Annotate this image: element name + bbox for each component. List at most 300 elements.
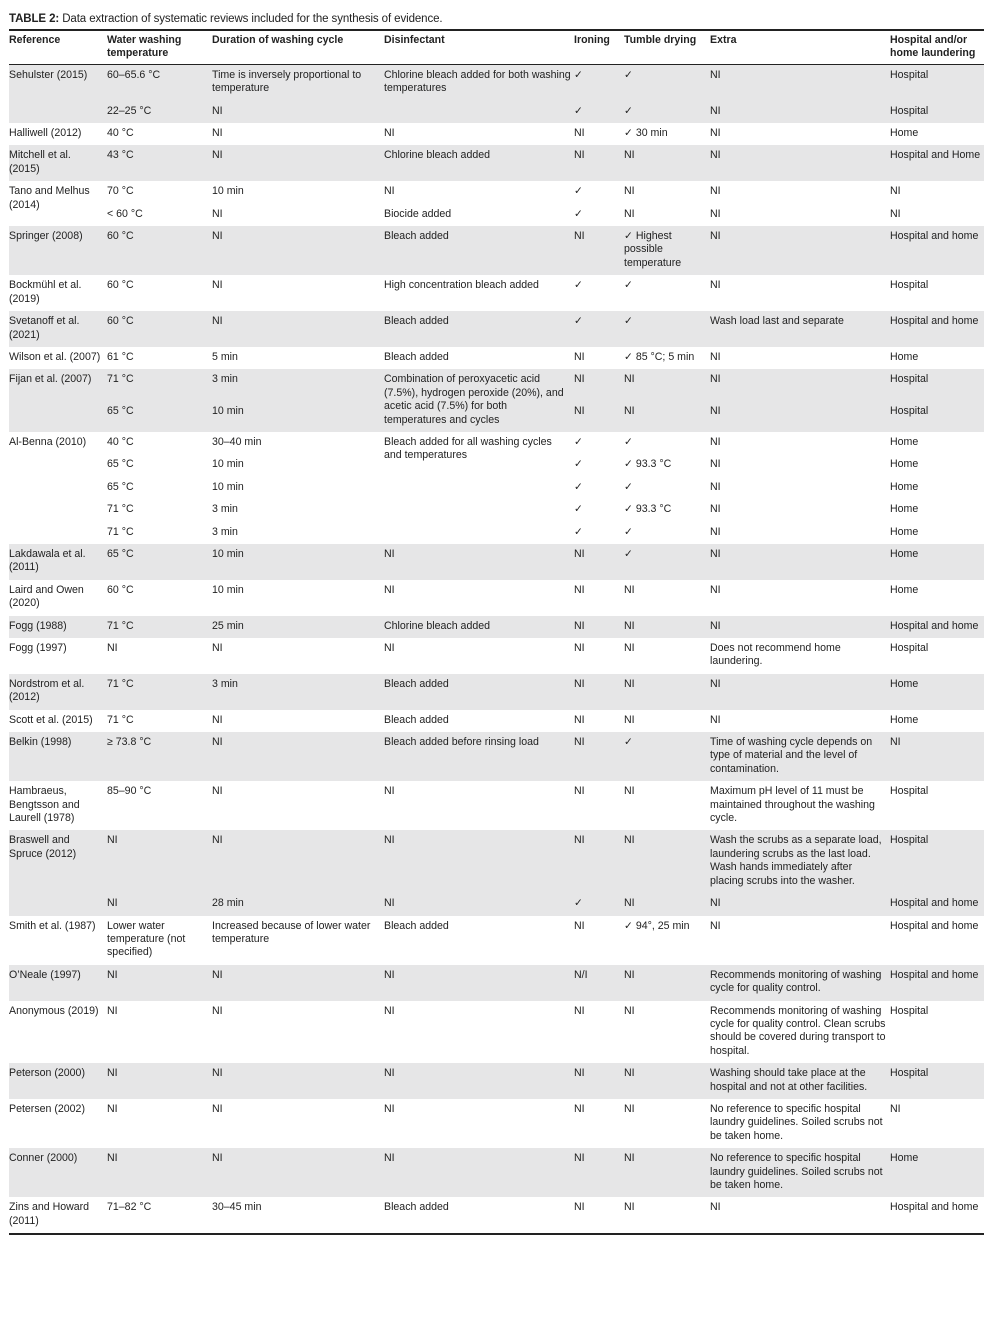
cell-reference: Laird and Owen (2020) xyxy=(9,583,84,610)
table-row xyxy=(9,893,984,915)
cell-reference: Peterson (2000) xyxy=(9,1063,107,1099)
header-disinfectant: Disinfectant xyxy=(384,30,574,64)
cell-extra: No reference to specific hospital laundry guidelines. Soiled scrubs not be taken home. xyxy=(710,1102,883,1142)
cell-water-temperature: NI xyxy=(107,1102,118,1115)
cell-extra: No reference to specific hospital laundry guidelines. Soiled scrubs not be taken home. xyxy=(710,1148,890,1197)
cell-extra: Washing should take place at the hospital and not at other facilities. xyxy=(710,1063,890,1099)
cell-duration: 28 min xyxy=(212,893,384,915)
cell-duration: 10 min xyxy=(212,544,384,580)
cell-ironing: ✓ xyxy=(574,64,624,100)
cell-disinfectant: Chlorine bleach added for both washing temperatures xyxy=(384,64,574,100)
cell-duration: 10 min xyxy=(212,185,244,198)
header-water-temperature: Water washing temperature xyxy=(107,30,212,64)
cell-disinfectant: NI xyxy=(384,583,395,596)
cell-disinfectant: NI xyxy=(384,830,574,893)
table-row xyxy=(9,781,984,830)
cell-ironing: N/I xyxy=(574,965,624,1001)
cell-water-temperature: 61 °C xyxy=(107,350,134,363)
cell-water-temperature: NI xyxy=(107,642,118,654)
cell-duration: NI xyxy=(212,830,384,893)
cell-reference: Scott et al. (2015) xyxy=(9,713,93,726)
cell-duration: Increased because of lower water temperature xyxy=(212,919,371,945)
cell-extra: NI xyxy=(710,713,721,726)
cell-disinfectant: Bleach added before rinsing load xyxy=(384,732,574,781)
cell-laundering-location: NI xyxy=(890,1102,901,1115)
cell-duration: NI xyxy=(212,1004,223,1017)
cell-disinfectant: NI xyxy=(384,1063,574,1099)
cell-reference: Petersen (2002) xyxy=(9,1102,85,1115)
cell-water-temperature: 22–25 °C xyxy=(107,101,212,123)
cell-ironing: NI xyxy=(574,401,624,432)
cell-ironing: NI xyxy=(574,1102,585,1115)
cell-tumble-drying: ✓ xyxy=(624,480,633,493)
caption-label: TABLE 2: xyxy=(9,13,60,25)
cell-water-temperature: 71 °C xyxy=(107,674,212,710)
cell-ironing: NI xyxy=(574,674,624,710)
header-duration: Duration of washing cycle xyxy=(212,30,384,64)
cell-ironing: ✓ xyxy=(574,893,624,915)
cell-extra: NI xyxy=(710,207,721,220)
cell-duration: NI xyxy=(212,965,384,1001)
cell-tumble-drying: NI xyxy=(624,713,635,726)
cell-water-temperature: 65 °C xyxy=(107,544,212,580)
cell-extra: Time of washing cycle depends on type of material and the level of contamination. xyxy=(710,732,890,781)
cell-laundering-location: Hospital xyxy=(890,642,929,654)
cell-reference: Lakdawala et al. (2011) xyxy=(9,544,107,580)
table-row xyxy=(9,1099,984,1148)
cell-reference: Hambraeus, Bengtsson and Laurell (1978) xyxy=(9,785,80,825)
cell-laundering-location: Home xyxy=(890,1148,984,1197)
cell-laundering-location: Hospital and home xyxy=(890,965,984,1001)
cell-laundering-location: Hospital xyxy=(890,279,929,292)
table-row xyxy=(9,145,984,181)
cell-duration: NI xyxy=(212,1063,384,1099)
cell-duration: 10 min xyxy=(212,583,244,596)
cell-water-temperature: 43 °C xyxy=(107,145,212,181)
cell-ironing: ✓ xyxy=(574,525,583,538)
cell-ironing: NI xyxy=(574,642,585,654)
caption-text: Data extraction of systematic reviews included for the synthesis of evidence. xyxy=(59,13,443,25)
cell-extra: NI xyxy=(710,127,721,140)
table-row xyxy=(9,1197,984,1234)
cell-extra: NI xyxy=(710,1201,721,1214)
cell-laundering-location: Hospital and home xyxy=(890,893,984,915)
table-row xyxy=(9,638,984,674)
cell-extra: NI xyxy=(710,480,721,493)
cell-reference: Tano and Melhus (2014) xyxy=(9,185,90,211)
cell-disinfectant: NI xyxy=(384,965,574,1001)
cell-disinfectant: Chlorine bleach added xyxy=(384,616,574,638)
cell-water-temperature: NI xyxy=(107,1063,212,1099)
cell-ironing: ✓ xyxy=(574,101,624,123)
header-laundering-location: Hospital and/or home laundering xyxy=(890,30,984,64)
cell-laundering-location: Home xyxy=(890,350,919,363)
cell-water-temperature: 70 °C xyxy=(107,185,134,198)
cell-tumble-drying: ✓ 93.3 °C xyxy=(624,458,672,471)
cell-disinfectant: Biocide added xyxy=(384,207,452,220)
cell-tumble-drying: ✓ Highest possible temperature xyxy=(624,226,710,275)
cell-water-temperature: 71 °C xyxy=(107,369,212,400)
cell-water-temperature: NI xyxy=(107,965,212,1001)
cell-tumble-drying: NI xyxy=(624,1102,635,1115)
cell-extra: NI xyxy=(710,525,721,538)
cell-extra: NI xyxy=(710,226,890,275)
cell-disinfectant: NI xyxy=(384,785,395,798)
cell-disinfectant: Chlorine bleach added xyxy=(384,145,574,181)
cell-laundering-location: Home xyxy=(890,544,984,580)
cell-tumble-drying: ✓ xyxy=(624,311,710,347)
cell-duration: NI xyxy=(212,145,384,181)
table-row xyxy=(9,544,984,580)
cell-tumble-drying: ✓ 85 °C; 5 min xyxy=(624,350,695,363)
table-row xyxy=(9,64,984,100)
table-row xyxy=(9,181,984,203)
header-reference: Reference xyxy=(9,30,107,64)
cell-reference: Wilson et al. (2007) xyxy=(9,350,101,363)
cell-disinfectant: Bleach added xyxy=(384,311,574,347)
cell-laundering-location: Hospital and home xyxy=(890,1201,979,1214)
table-row xyxy=(9,674,984,710)
table-container xyxy=(9,13,984,1235)
cell-laundering-location: Hospital and home xyxy=(890,919,979,932)
cell-duration: NI xyxy=(212,1102,223,1115)
table-row xyxy=(9,204,984,226)
cell-reference: Conner (2000) xyxy=(9,1148,107,1197)
cell-tumble-drying: ✓ xyxy=(624,64,710,100)
cell-water-temperature: < 60 °C xyxy=(107,207,143,220)
cell-extra: NI xyxy=(710,145,890,181)
cell-ironing: NI xyxy=(574,226,624,275)
header-tumble-drying: Tumble drying xyxy=(624,30,710,64)
table-row xyxy=(9,710,984,732)
cell-laundering-location: Hospital and home xyxy=(890,616,984,638)
cell-tumble-drying: NI xyxy=(624,401,710,432)
cell-tumble-drying: NI xyxy=(624,965,710,1001)
cell-laundering-location: NI xyxy=(890,185,901,198)
cell-tumble-drying: NI xyxy=(624,674,710,710)
cell-extra: NI xyxy=(710,616,890,638)
cell-tumble-drying: ✓ xyxy=(624,279,633,292)
cell-laundering-location: Home xyxy=(890,127,919,140)
cell-tumble-drying: ✓ xyxy=(624,525,633,538)
cell-laundering-location: Hospital and home xyxy=(890,226,984,275)
cell-laundering-location: NI xyxy=(890,732,984,781)
cell-reference: Al-Benna (2010) xyxy=(9,435,87,448)
cell-reference: Fogg (1988) xyxy=(9,616,107,638)
cell-ironing: NI xyxy=(574,1004,585,1017)
table-body xyxy=(9,64,984,1234)
cell-ironing: NI xyxy=(574,785,585,798)
cell-tumble-drying: ✓ xyxy=(624,435,633,448)
table-row xyxy=(9,432,984,454)
cell-laundering-location: Hospital and Home xyxy=(890,145,984,181)
table-row xyxy=(9,1148,984,1197)
cell-reference: Nordstrom et al. (2012) xyxy=(9,674,107,710)
cell-water-temperature: 40 °C xyxy=(107,127,134,140)
cell-disinfectant: NI xyxy=(384,642,395,654)
cell-ironing: NI xyxy=(574,732,624,781)
cell-disinfectant xyxy=(384,101,574,123)
cell-duration: NI xyxy=(212,311,384,347)
cell-extra: Maximum pH level of 11 must be maintained throughout the washing cycle. xyxy=(710,785,875,825)
header-extra: Extra xyxy=(710,30,890,64)
cell-laundering-location: Hospital xyxy=(890,1004,929,1017)
cell-tumble-drying: NI xyxy=(624,893,710,915)
cell-laundering-location: Hospital xyxy=(890,101,984,123)
cell-disinfectant: Bleach added xyxy=(384,674,574,710)
cell-disinfectant: Bleach added xyxy=(384,1201,449,1214)
cell-tumble-drying: NI xyxy=(624,369,710,400)
cell-duration: NI xyxy=(212,279,223,292)
cell-reference: Smith et al. (1987) xyxy=(9,919,96,932)
cell-water-temperature: 85–90 °C xyxy=(107,785,152,798)
cell-duration: NI xyxy=(212,785,223,798)
cell-reference: Halliwell (2012) xyxy=(9,127,82,140)
header-row xyxy=(9,30,984,64)
cell-water-temperature: 71–82 °C xyxy=(107,1201,152,1214)
cell-extra: NI xyxy=(710,369,890,400)
cell-duration: NI xyxy=(212,127,223,140)
cell-disinfectant: Bleach added xyxy=(384,919,449,932)
cell-water-temperature: NI xyxy=(107,1004,118,1017)
table-caption xyxy=(9,13,984,25)
cell-tumble-drying: NI xyxy=(624,642,635,654)
cell-tumble-drying: NI xyxy=(624,1004,635,1017)
cell-ironing: NI xyxy=(574,583,585,596)
cell-duration: 3 min xyxy=(212,674,384,710)
cell-water-temperature: 71 °C xyxy=(107,713,134,726)
cell-ironing: ✓ xyxy=(574,480,583,493)
cell-extra: NI xyxy=(710,101,890,123)
cell-disinfectant: NI xyxy=(384,893,574,915)
cell-extra: NI xyxy=(710,401,890,432)
cell-ironing: NI xyxy=(574,127,585,140)
cell-reference: Bockmühl et al. (2019) xyxy=(9,279,82,305)
cell-reference: Springer (2008) xyxy=(9,226,107,275)
cell-water-temperature: 71 °C xyxy=(107,616,212,638)
cell-extra: NI xyxy=(710,279,721,292)
table-row xyxy=(9,732,984,781)
cell-extra: NI xyxy=(710,893,890,915)
cell-tumble-drying: NI xyxy=(624,207,635,220)
cell-water-temperature: 40 °C xyxy=(107,435,134,448)
cell-water-temperature: 65 °C xyxy=(107,458,134,471)
cell-duration: 3 min xyxy=(212,369,384,400)
cell-extra: NI xyxy=(710,64,890,100)
table-row xyxy=(9,101,984,123)
cell-tumble-drying: ✓ xyxy=(624,544,710,580)
cell-ironing: NI xyxy=(574,369,624,400)
cell-ironing: NI xyxy=(574,350,585,363)
cell-reference: Zins and Howard (2011) xyxy=(9,1201,90,1227)
cell-tumble-drying: NI xyxy=(624,785,635,798)
cell-duration: NI xyxy=(212,207,223,220)
cell-ironing: NI xyxy=(574,544,624,580)
cell-laundering-location: Hospital xyxy=(890,369,984,400)
cell-disinfectant: NI xyxy=(384,185,395,198)
cell-duration: NI xyxy=(212,713,223,726)
cell-disinfectant: Bleach added xyxy=(384,713,449,726)
cell-ironing: NI xyxy=(574,616,624,638)
cell-duration: 10 min xyxy=(212,480,244,493)
cell-laundering-location: NI xyxy=(890,207,901,220)
cell-ironing: NI xyxy=(574,1148,624,1197)
cell-water-temperature: ≥ 73.8 °C xyxy=(107,732,212,781)
cell-disinfectant: NI xyxy=(384,544,574,580)
table-row xyxy=(9,580,984,616)
cell-reference: Belkin (1998) xyxy=(9,732,107,781)
cell-disinfectant: Bleach added xyxy=(384,350,449,363)
table-row xyxy=(9,369,984,400)
cell-disinfectant: Bleach added for all washing cycles and temperatures xyxy=(384,435,552,462)
cell-tumble-drying: NI xyxy=(624,1148,710,1197)
cell-reference: Anonymous (2019) xyxy=(9,1004,99,1017)
cell-tumble-drying: ✓ 93.3 °C xyxy=(624,503,672,516)
cell-duration: NI xyxy=(212,101,384,123)
table-row xyxy=(9,830,984,893)
cell-duration: NI xyxy=(212,732,384,781)
table-row xyxy=(9,1063,984,1099)
cell-ironing: NI xyxy=(574,713,585,726)
cell-water-temperature: 60 °C xyxy=(107,226,212,275)
cell-water-temperature: 60–65.6 °C xyxy=(107,64,212,100)
cell-disinfectant: NI xyxy=(384,1148,574,1197)
cell-laundering-location: Hospital xyxy=(890,785,929,798)
cell-reference: Sehulster (2015) xyxy=(9,64,107,123)
cell-tumble-drying: ✓ xyxy=(624,101,710,123)
table-row xyxy=(9,123,984,145)
cell-extra: NI xyxy=(710,919,721,932)
cell-duration: 25 min xyxy=(212,616,384,638)
cell-duration: 30–40 min xyxy=(212,435,262,448)
cell-disinfectant: High concentration bleach added xyxy=(384,279,539,292)
cell-water-temperature: 71 °C xyxy=(107,503,134,516)
cell-reference: Braswell and Spruce (2012) xyxy=(9,830,107,915)
cell-tumble-drying: ✓ xyxy=(624,732,710,781)
cell-extra: Recommends monitoring of washing cycle for quality control. xyxy=(710,965,890,1001)
cell-water-temperature: 60 °C xyxy=(107,279,134,292)
cell-ironing: ✓ xyxy=(574,279,583,292)
cell-reference: Svetanoff et al. (2021) xyxy=(9,311,107,347)
cell-disinfectant: Combination of peroxyacetic acid (7.5%), hydrogen peroxide (20%), and acetic acid (7.5%) for both temperatures and cycles xyxy=(384,369,574,432)
cell-laundering-location: Hospital xyxy=(890,830,984,893)
cell-laundering-location: Hospital xyxy=(890,401,984,432)
cell-duration: 3 min xyxy=(212,503,238,516)
cell-duration: NI xyxy=(212,642,223,654)
cell-ironing: ✓ xyxy=(574,435,583,448)
cell-duration: NI xyxy=(212,1148,384,1197)
cell-duration: 5 min xyxy=(212,350,238,363)
cell-duration: NI xyxy=(212,226,384,275)
cell-duration: 10 min xyxy=(212,401,384,432)
cell-tumble-drying: ✓ 94°, 25 min xyxy=(624,919,690,932)
cell-reference: Fogg (1997) xyxy=(9,642,67,654)
cell-ironing: NI xyxy=(574,1063,624,1099)
cell-duration: Time is inversely proportional to temperature xyxy=(212,64,384,100)
cell-water-temperature: 65 °C xyxy=(107,480,134,493)
cell-disinfectant: NI xyxy=(384,1004,395,1017)
cell-extra: NI xyxy=(710,435,721,448)
cell-tumble-drying: NI xyxy=(624,583,635,596)
cell-tumble-drying: NI xyxy=(624,830,710,893)
cell-disinfectant: Bleach added xyxy=(384,226,574,275)
cell-duration: 10 min xyxy=(212,458,244,471)
cell-reference: Fijan et al. (2007) xyxy=(9,369,107,432)
table-row xyxy=(9,311,984,347)
cell-extra: NI xyxy=(710,583,721,596)
table-row xyxy=(9,226,984,275)
cell-water-temperature: Lower water temperature (not specified) xyxy=(107,919,186,959)
table-row xyxy=(9,965,984,1001)
cell-extra: Wash load last and separate xyxy=(710,311,890,347)
table-row xyxy=(9,275,984,311)
cell-ironing: NI xyxy=(574,1201,585,1214)
cell-ironing: ✓ xyxy=(574,458,583,471)
cell-laundering-location: Home xyxy=(890,583,919,596)
cell-water-temperature: 71 °C xyxy=(107,525,134,538)
cell-tumble-drying: NI xyxy=(624,185,635,198)
cell-laundering-location: Home xyxy=(890,525,919,538)
table-row xyxy=(9,916,984,965)
table-row xyxy=(9,347,984,369)
cell-water-temperature: NI xyxy=(107,830,212,893)
cell-tumble-drying: ✓ 30 min xyxy=(624,127,668,140)
data-extraction-table xyxy=(9,29,984,1235)
cell-duration: 30–45 min xyxy=(212,1201,262,1214)
cell-extra: NI xyxy=(710,544,890,580)
cell-extra: Does not recommend home laundering. xyxy=(710,642,841,668)
cell-water-temperature: 60 °C xyxy=(107,583,134,596)
cell-laundering-location: Hospital xyxy=(890,1063,984,1099)
cell-extra: NI xyxy=(710,350,721,363)
cell-tumble-drying: NI xyxy=(624,1063,710,1099)
cell-ironing: ✓ xyxy=(574,207,583,220)
cell-laundering-location: Home xyxy=(890,480,919,493)
cell-laundering-location: Home xyxy=(890,713,919,726)
cell-ironing: ✓ xyxy=(574,311,624,347)
cell-ironing: ✓ xyxy=(574,185,583,198)
cell-ironing: ✓ xyxy=(574,503,583,516)
cell-ironing: NI xyxy=(574,919,585,932)
cell-laundering-location: Home xyxy=(890,435,919,448)
cell-disinfectant: NI xyxy=(384,1102,395,1115)
cell-extra: NI xyxy=(710,185,721,198)
cell-water-temperature: 60 °C xyxy=(107,311,212,347)
cell-reference: Mitchell et al. (2015) xyxy=(9,145,107,181)
cell-water-temperature: 65 °C xyxy=(107,401,212,432)
cell-extra: NI xyxy=(710,503,721,516)
header-ironing: Ironing xyxy=(574,30,624,64)
cell-tumble-drying: NI xyxy=(624,616,710,638)
cell-water-temperature: NI xyxy=(107,1148,212,1197)
cell-tumble-drying: NI xyxy=(624,1201,635,1214)
cell-tumble-drying: NI xyxy=(624,145,710,181)
cell-water-temperature: NI xyxy=(107,893,212,915)
cell-extra: Wash the scrubs as a separate load, laundering scrubs as the last load. Wash hands immediately after placing scrubs into the washer. xyxy=(710,830,890,893)
cell-laundering-location: Hospital xyxy=(890,64,984,100)
table-row xyxy=(9,616,984,638)
cell-extra: NI xyxy=(710,674,890,710)
cell-extra: NI xyxy=(710,458,721,471)
cell-laundering-location: Home xyxy=(890,458,919,471)
cell-reference: O’Neale (1997) xyxy=(9,965,107,1001)
cell-duration: 3 min xyxy=(212,525,238,538)
cell-disinfectant: NI xyxy=(384,127,395,140)
cell-laundering-location: Hospital and home xyxy=(890,311,984,347)
table-row xyxy=(9,1001,984,1064)
cell-ironing: NI xyxy=(574,145,624,181)
cell-laundering-location: Home xyxy=(890,674,984,710)
